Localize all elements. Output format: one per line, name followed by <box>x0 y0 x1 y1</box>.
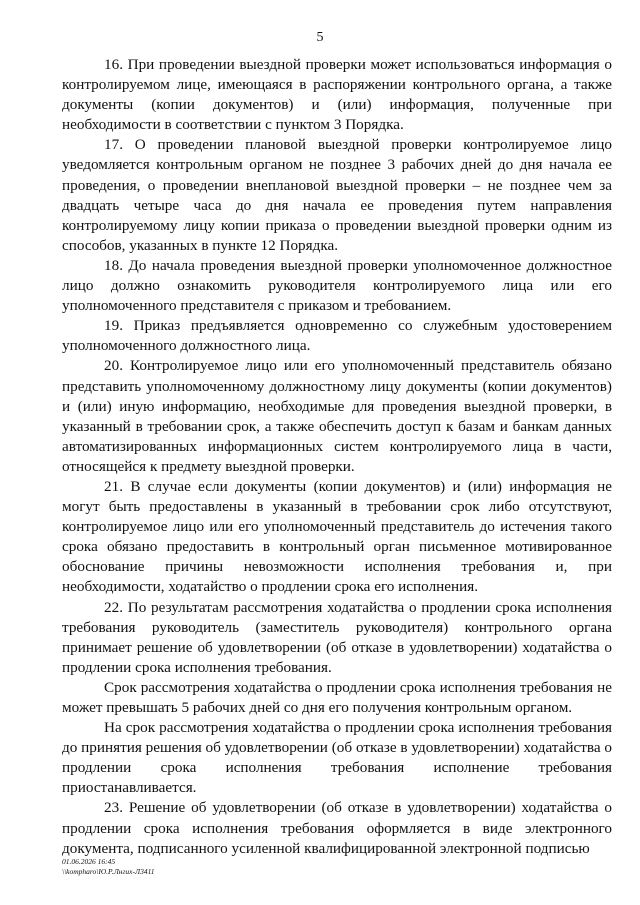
footer-file-path: \\kompharo\Ю.Р.Лнгих-Л3411 <box>62 866 155 876</box>
paragraph-22: 22. По результатам рассмотрения ходатайства о продлении срока исполнения требования руководитель (заместитель руководителя) контрольного органа принимает решение об удовлетворении (об отказе в удовлетворении) ходатайства о продлении срока исполнения требования. <box>62 598 612 676</box>
paragraph-22-term: Срок рассмотрения ходатайства о продлении срока исполнения требования не может превышать 5 рабочих дней со дня его получения контрольным органом. <box>62 678 612 716</box>
footer-timestamp: 01.06.2026 16:45 <box>62 857 116 866</box>
paragraph-20: 20. Контролируемое лицо или его уполномоченный представитель обязано представить уполномоченному должностному лицу документы (копии документов) и (или) иную информацию, необходимые для проведения выездной проверки, в указанный в требовании срок, а также обеспечить доступ к базам и банкам данных автоматизированных информационных систем контролируемого лица в части, относящейся к предмету выездной проверки. <box>62 357 612 475</box>
paragraph-18: 18. До начала проведения выездной проверки уполномоченное должностное лицо должно ознакомить руководителя контролируемого лица или его уполномоченного представителя с приказом и требованием. <box>62 256 612 315</box>
paragraph-21: 21. В случае если документы (копии документов) и (или) информация не могут быть предоставлены в указанный в требовании срок либо отсутствуют, контролируемое лицо или его уполномоченный представитель до истечения такого срока обязано предоставить в контрольный орган письменное мотивированное обоснование причины невозможности исполнения требования и, при необходимости, ходатайство о продлении срока его исполнения. <box>62 477 612 596</box>
paragraph-16: 16. При проведении выездной проверки может использоваться информация о контролируемом лице, имеющаяся в распоряжении контрольного органа, а также документы (копии документов) и (или) информация, полученные при необходимости в соответствии с пунктом 3 Порядка. <box>62 56 612 134</box>
page-number: 5 <box>316 30 324 45</box>
document-footer <box>62 857 155 876</box>
document-body <box>62 55 612 859</box>
paragraph-23: 23. Решение об удовлетворении (об отказе в удовлетворении) ходатайства о продлении срока исполнения требования оформляется в виде электронного документа, подписанного усиленной квалифицированной электронной подписью <box>62 799 612 857</box>
paragraph-22-suspension: На срок рассмотрения ходатайства о продлении срока исполнения требования до принятия решения об удовлетворении (об отказе в удовлетворении) ходатайства о продлении срока исполнения требования исполнение требования приостанавливается. <box>62 719 612 797</box>
paragraph-19: 19. Приказ предъявляется одновременно со служебным удостоверением уполномоченного должностного лица. <box>62 317 612 355</box>
paragraph-17: 17. О проведении плановой выездной проверки контролируемое лицо уведомляется контрольным органом не позднее 3 рабочих дней до дня начала ее проведения, о проведении внеплановой выездной проверки – не позднее чем за двадцать четыре часа до дня начала ее проведения путем направления контролируемому лицу копии приказа о проведении выездной проверки одним из способов, указанных в пункте 12 Порядка. <box>62 136 612 254</box>
